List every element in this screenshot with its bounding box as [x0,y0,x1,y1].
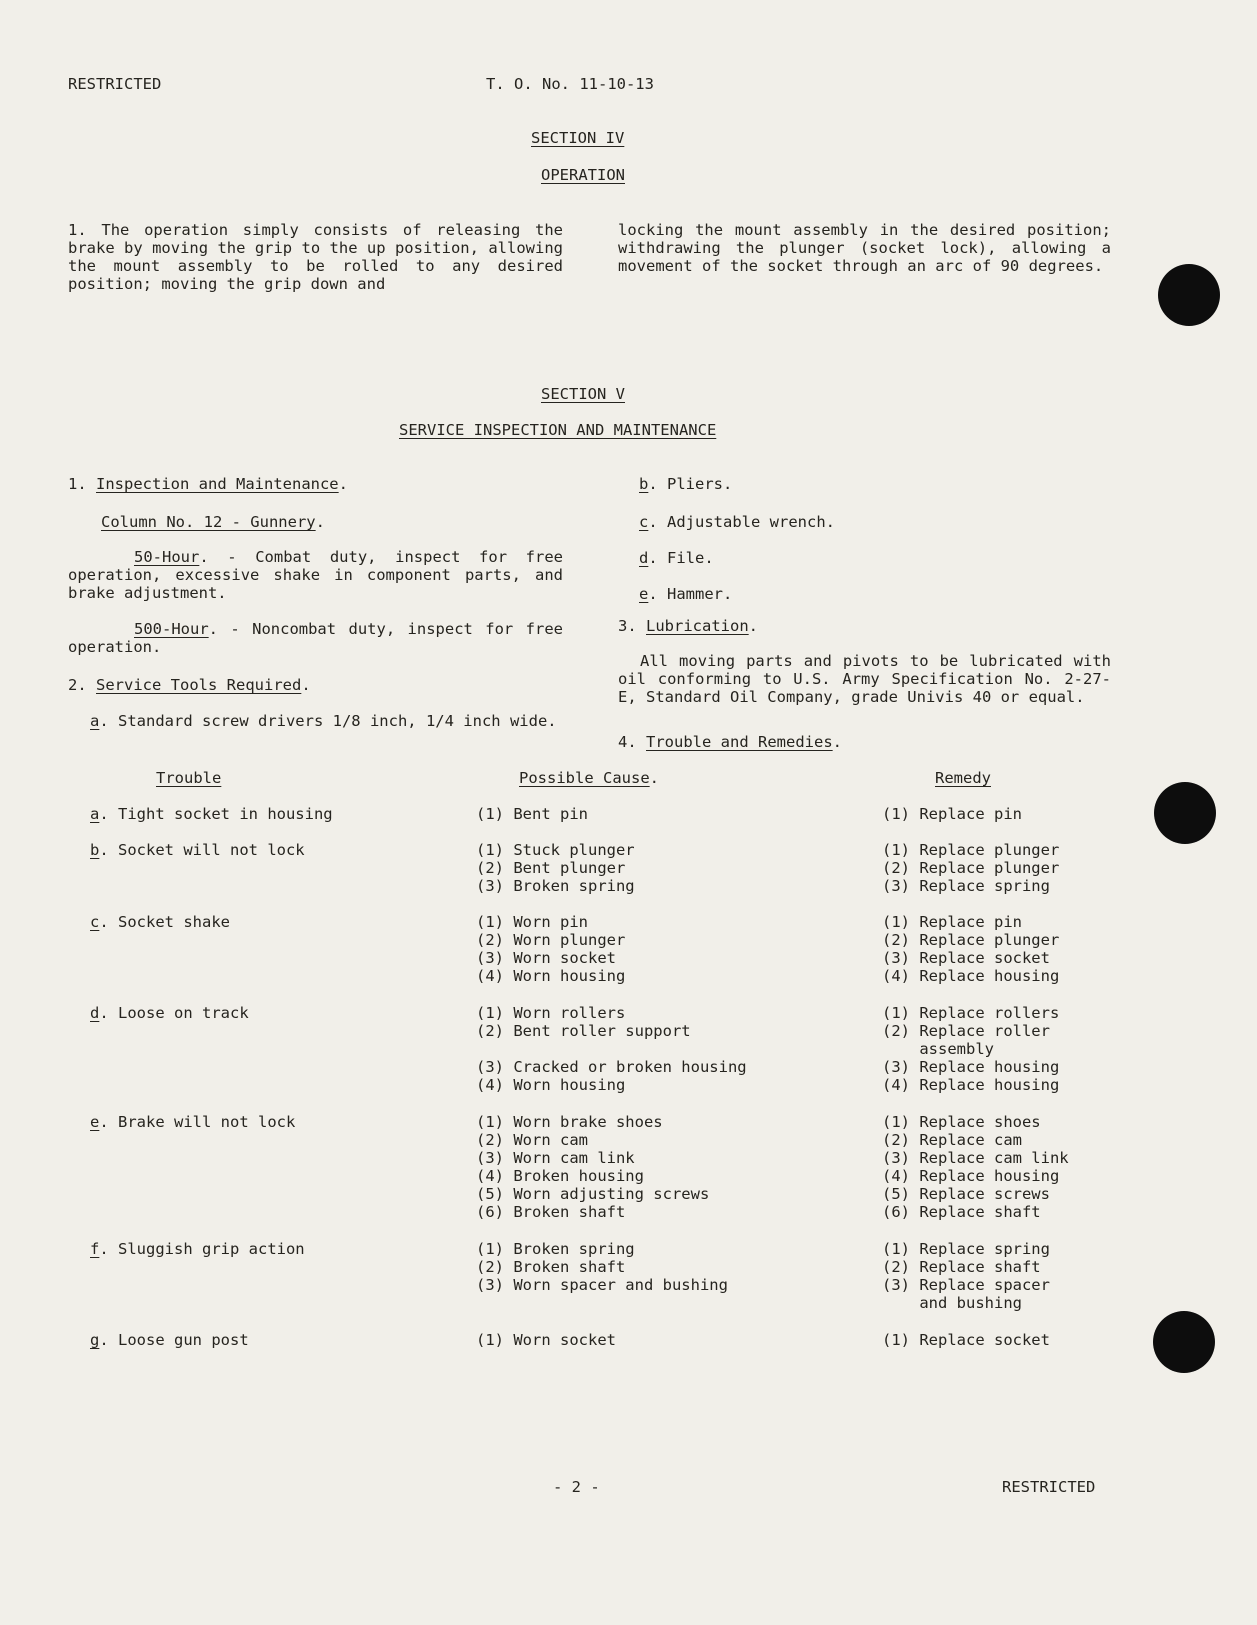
header-document-number: T. O. No. 11-10-13 [486,75,654,93]
trouble-cell [90,1004,249,1022]
tool-a-letter: a [90,712,100,730]
fifty-hour-paragraph [68,548,563,602]
item-2-heading: 2. Service Tools Required. [68,676,311,694]
five-hundred-hour-text: . - Noncombat duty, inspect for free operation. [68,620,563,656]
trouble-letter: c [90,913,100,931]
remedy-cell: (1) Replace shoes (2) Replace cam (3) Replace cam link (4) Replace housing (5) Replace screws (6) Replace shaft [882,1113,1069,1221]
trouble-text: . Loose gun post [99,1331,249,1349]
cause-cell: (1) Worn brake shoes (2) Worn cam (3) Worn cam link (4) Broken housing (5) Worn adjusting screws (6) Broken shaft [476,1113,710,1221]
trouble-letter: f [90,1240,100,1258]
operation-paragraph-left: 1. The operation simply consists of releasing the brake by moving the grip to the up position, allowing the mount assembly to be rolled to any desired position; moving the grip down and [68,221,563,293]
remedy-cell: (1) Replace plunger (2) Replace plunger (3) Replace spring [882,841,1060,895]
cause-cell: (1) Worn pin (2) Worn plunger (3) Worn socket (4) Worn housing [476,913,626,985]
item-3-number: 3. [618,617,637,635]
item-1-number: 1. [68,475,87,493]
remedy-cell: (1) Replace pin [882,805,1022,823]
section-5-subtitle: SERVICE INSPECTION AND MAINTENANCE [399,421,717,439]
trouble-letter: a [90,805,100,823]
table-header-cause: Possible Cause. [519,769,659,787]
trouble-cell [90,913,230,931]
item-1-heading: 1. Inspection and Maintenance. [68,475,348,493]
trouble-text: . Brake will not lock [99,1113,296,1131]
cause-cell: (1) Bent pin [476,805,588,823]
trouble-cell [90,1240,305,1258]
item-2-label: Service Tools Required [96,676,302,694]
trouble-text: . Socket will not lock [99,841,305,859]
trouble-text: . Loose on track [99,1004,249,1022]
remedy-cell: (1) Replace spring (2) Replace shaft (3) Replace spacer and bushing [882,1240,1050,1312]
tool-d [639,549,714,567]
lubrication-paragraph: All moving parts and pivots to be lubricated with oil conforming to U.S. Army Specification No. 2-27-E, Standard Oil Company, grade Univis 40 or equal. [618,652,1111,706]
cause-cell: (1) Worn rollers (2) Bent roller support (3) Cracked or broken housing (4) Worn housing [476,1004,747,1094]
page-number: - 2 - [553,1478,600,1496]
tool-b-letter: b [639,475,649,493]
tool-c [639,513,835,531]
tool-e [639,585,732,603]
table-header-trouble: Trouble [156,769,222,787]
trouble-text: . Socket shake [99,913,230,931]
tool-e-text: . Hammer. [648,585,733,603]
item-4-number: 4. [618,733,637,751]
table-header-remedy: Remedy [935,769,991,787]
operation-paragraph-right: locking the mount assembly in the desired position; withdrawing the plunger (socket lock), allowing a movement of the socket through an arc of 90 degrees. [618,221,1111,275]
trouble-cell [90,805,333,823]
item-3-label: Lubrication [646,617,749,635]
trouble-text: . Tight socket in housing [99,805,333,823]
section-5-title: SECTION V [541,385,625,403]
trouble-letter: b [90,841,100,859]
punch-hole-bottom [1153,1311,1215,1373]
five-hundred-hour-paragraph [68,620,563,656]
remedy-cell: (1) Replace pin (2) Replace plunger (3) Replace socket (4) Replace housing [882,913,1060,985]
item-1-label: Inspection and Maintenance [96,475,339,493]
column-reference-label: Column No. 12 - Gunnery [101,513,316,531]
trouble-cell [90,1331,249,1349]
footer-classification: RESTRICTED [1002,1478,1096,1496]
five-hundred-hour-label: 500-Hour [134,620,209,638]
header-classification: RESTRICTED [68,75,162,93]
column-reference: Column No. 12 - Gunnery. [101,513,325,531]
item-2-number: 2. [68,676,87,694]
trouble-cell [90,1113,295,1131]
cause-cell: (1) Broken spring (2) Broken shaft (3) Worn spacer and bushing [476,1240,728,1294]
tool-a-text: . Standard screw drivers 1/8 inch, 1/4 inch wide. [99,712,557,730]
section-4-subtitle: OPERATION [541,166,625,184]
tool-b [639,475,732,493]
table-header-cause-label: Possible Cause [519,769,650,787]
trouble-letter: d [90,1004,100,1022]
fifty-hour-label: 50-Hour [134,548,200,566]
trouble-text: . Sluggish grip action [99,1240,305,1258]
cause-cell: (1) Worn socket [476,1331,616,1349]
tool-b-text: . Pliers. [648,475,733,493]
fifty-hour-text: . - Combat duty, inspect for free operation, excessive shake in component parts, and brake adjustment. [68,548,563,602]
trouble-letter: e [90,1113,100,1131]
remedy-cell: (1) Replace rollers (2) Replace roller assembly (3) Replace housing (4) Replace housing [882,1004,1060,1094]
tool-d-letter: d [639,549,649,567]
item-4-label: Trouble and Remedies [646,733,833,751]
punch-hole-middle [1154,782,1216,844]
tool-c-text: . Adjustable wrench. [648,513,835,531]
trouble-cell [90,841,305,859]
tool-c-letter: c [639,513,649,531]
item-4-heading: 4. Trouble and Remedies. [618,733,842,751]
section-4-title: SECTION IV [531,129,625,147]
punch-hole-top [1158,264,1220,326]
remedy-cell: (1) Replace socket [882,1331,1050,1349]
tool-e-letter: e [639,585,649,603]
tool-d-text: . File. [648,549,714,567]
item-3-heading: 3. Lubrication. [618,617,759,635]
cause-cell: (1) Stuck plunger (2) Bent plunger (3) Broken spring [476,841,635,895]
tool-a [68,712,563,730]
trouble-letter: g [90,1331,100,1349]
